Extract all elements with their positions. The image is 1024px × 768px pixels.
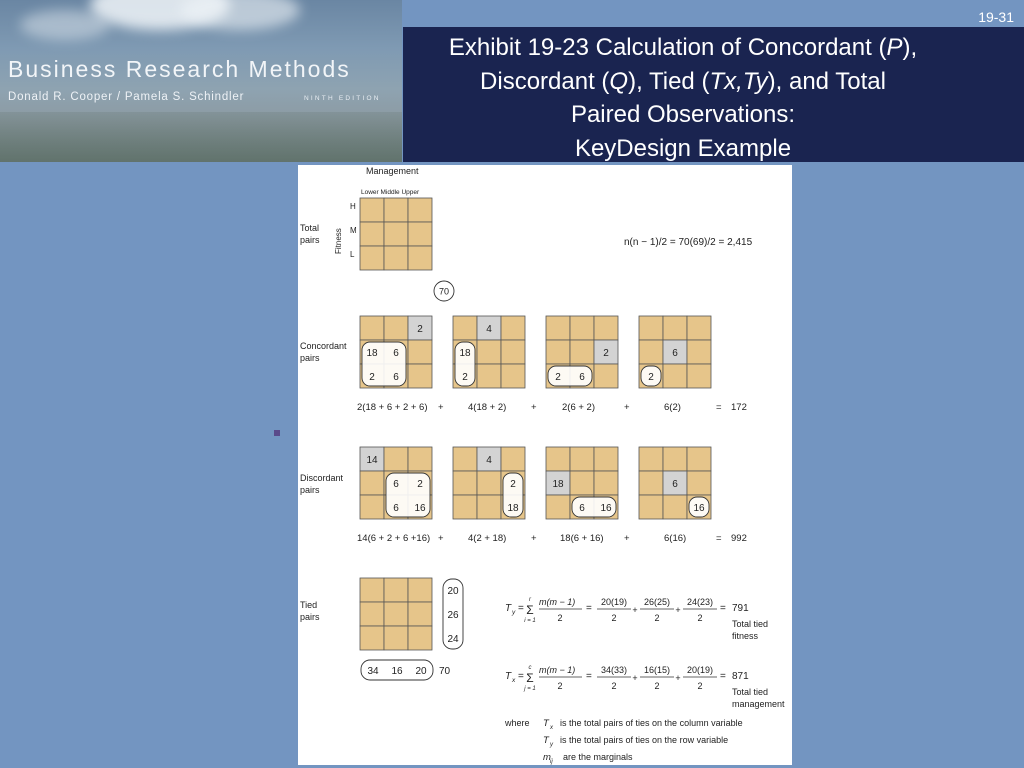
cell-value: 18 (366, 348, 378, 359)
column-labels: Lower Middle Upper (361, 189, 420, 196)
slide-number: 19-31 (978, 9, 1014, 25)
table-cell (384, 222, 408, 246)
tx-formula-term-numerator: 16(15) (643, 665, 671, 675)
ty-formula-sum-bottom: i = 1 (524, 618, 536, 624)
table-cell (453, 495, 477, 519)
tx-formula-term-numerator: 34(33) (600, 665, 628, 675)
row-marginal: 24 (447, 634, 459, 645)
table-cell (501, 364, 525, 388)
tied-label: Tied (300, 600, 318, 610)
ty-formula-lhs: T (505, 603, 512, 614)
where-symbol-sub: y (550, 742, 553, 748)
table-cell (453, 447, 477, 471)
table-cell (408, 222, 432, 246)
ty-formula-term-denominator: 2 (697, 613, 703, 623)
table-cell (384, 246, 408, 270)
cell-value: 2 (510, 479, 516, 490)
table-cell (687, 340, 711, 364)
where-symbol-sub: x (550, 725, 553, 731)
row-label: H (350, 202, 356, 211)
sum-symbol: Σ (526, 671, 534, 685)
operator: + (438, 402, 444, 413)
table-cell (546, 447, 570, 471)
table-cell (360, 222, 384, 246)
ty-formula-sum-top: r (529, 597, 531, 603)
equals-sign: = (720, 671, 726, 682)
cell-value: 2 (603, 348, 609, 359)
table-cell (408, 447, 432, 471)
table-cell (594, 364, 618, 388)
table-cell (408, 626, 432, 650)
cell-value: 6 (393, 372, 399, 383)
title-symbol-p: P (886, 34, 903, 61)
table-cell (687, 316, 711, 340)
tx-formula-description: Total tied (732, 687, 769, 697)
equals-sign: = (586, 671, 592, 682)
title-line-3: Paired Observations: (570, 101, 796, 128)
table-cell (687, 364, 711, 388)
operator: + (624, 402, 630, 413)
tx-formula-result: 871 (732, 671, 749, 682)
tx-formula-numerator: m(m − 1) (539, 665, 576, 675)
exhibit-figure (298, 165, 792, 765)
operator: + (632, 673, 638, 683)
table-cell (546, 316, 570, 340)
cell-value: 4 (486, 324, 492, 335)
table-cell (384, 316, 408, 340)
operator: = (716, 402, 722, 413)
total-pairs-formula: n(n − 1)/2 = 70(69)/2 = 2,415 (624, 237, 753, 248)
cell-value: 2 (369, 372, 375, 383)
tied-total: 70 (439, 666, 451, 677)
table-cell (408, 340, 432, 364)
cell-value: 2 (462, 372, 468, 383)
cell-value: 16 (693, 503, 705, 514)
cell-value: 18 (507, 503, 519, 514)
title-text-part: ), and Total (767, 67, 886, 95)
ty-formula-description: Total tied (732, 619, 769, 629)
discordant-term: 14(6 + 2 + 6 +16) (357, 533, 431, 544)
fitness-label: Fitness (334, 228, 343, 254)
operator: + (632, 605, 638, 615)
title-line-2 (403, 65, 963, 99)
book-edition: NINTH EDITION (304, 95, 381, 102)
total-pairs-label: pairs (300, 235, 320, 245)
table-cell (594, 316, 618, 340)
book-authors: Donald R. Cooper / Pamela S. Schindler (8, 91, 245, 103)
ty-formula-result: 791 (732, 603, 749, 614)
ty-formula-term-numerator: 20(19) (600, 597, 628, 607)
discordant-label: pairs (300, 485, 320, 495)
cell-value: 6 (393, 479, 399, 490)
concordant-term: 6(2) (664, 402, 681, 413)
where-definition: is the total pairs of ties on the row variable (560, 735, 729, 745)
book-title: Business Research Methods (8, 56, 351, 82)
where-symbol: m (543, 752, 551, 763)
table-cell (477, 364, 501, 388)
table-cell (570, 447, 594, 471)
table-cell (594, 471, 618, 495)
col-marginal: 20 (415, 666, 427, 677)
sum-symbol: Σ (526, 603, 534, 617)
table-cell (546, 340, 570, 364)
concordant-label: pairs (300, 353, 320, 363)
cell-value: 2 (417, 479, 423, 490)
where-symbol: T (543, 735, 549, 746)
operator: + (531, 533, 537, 544)
tx-formula-term-denominator: 2 (654, 681, 660, 691)
cell-value: 14 (366, 455, 378, 466)
table-cell (360, 602, 384, 626)
table-cell (570, 316, 594, 340)
ty-formula-lhs-sub: y (512, 609, 516, 616)
table-cell (663, 364, 687, 388)
where-label: where (505, 718, 530, 728)
management-label: Management (366, 166, 419, 176)
where-symbol-sub: ij (550, 759, 553, 765)
table-cell (408, 578, 432, 602)
cell-value: 4 (486, 455, 492, 466)
equals-sign: = (720, 603, 726, 614)
concordant-label: Concordant (300, 341, 347, 351)
table-cell (639, 316, 663, 340)
table-cell (453, 316, 477, 340)
title-text-part: ), (902, 34, 918, 61)
table-cell (501, 316, 525, 340)
discordant-term: 6(16) (664, 533, 687, 544)
cell-value: 6 (393, 503, 399, 514)
cell-value: 6 (579, 372, 585, 383)
ty-formula-denominator: 2 (557, 613, 563, 623)
tx-formula-description: management (732, 699, 785, 709)
table-cell (639, 447, 663, 471)
cell-value: 16 (414, 503, 426, 514)
ty-formula-term-denominator: 2 (654, 613, 660, 623)
discordant-label: Discordant (300, 473, 344, 483)
table-cell (594, 447, 618, 471)
cell-value: 2 (417, 324, 423, 335)
table-cell (360, 495, 384, 519)
ty-formula-term-numerator: 24(23) (686, 597, 714, 607)
title-text-part: Discordant ( (480, 67, 610, 95)
cell-value: 18 (552, 479, 564, 490)
tied-label: pairs (300, 612, 320, 622)
where-symbol: T (543, 718, 549, 729)
concordant-term: 2(18 + 6 + 2 + 6) (357, 402, 428, 413)
ty-formula-term-numerator: 26(25) (643, 597, 671, 607)
table-cell (360, 246, 384, 270)
cell-value: 2 (555, 372, 561, 383)
table-cell (663, 495, 687, 519)
concordant-term: 2(6 + 2) (562, 402, 596, 413)
discordant-total: 992 (731, 533, 747, 544)
title-symbol-q: Q (609, 67, 629, 95)
concordant-term: 4(18 + 2) (468, 402, 507, 413)
ty-formula-description: fitness (732, 631, 759, 641)
ty-formula-term-denominator: 2 (611, 613, 617, 623)
tx-formula-sum-bottom: j = 1 (524, 686, 536, 692)
cell-value: 6 (672, 479, 678, 490)
table-cell (384, 198, 408, 222)
row-marginal: 20 (447, 586, 459, 597)
col-marginal: 16 (391, 666, 403, 677)
cell-value: 18 (459, 348, 471, 359)
tx-formula-sum-top: c (528, 665, 532, 671)
landscape-shape (0, 112, 402, 162)
title-text-part: Exhibit 19-23 Calculation of Concordant ( (448, 34, 887, 61)
table-cell (408, 246, 432, 270)
table-cell (408, 364, 432, 388)
table-cell (477, 471, 501, 495)
table-cell (639, 471, 663, 495)
cell-value: 2 (648, 372, 654, 383)
row-label: L (350, 250, 355, 259)
cell-value: 6 (672, 348, 678, 359)
cloud-shape (20, 10, 110, 40)
tx-formula-term-denominator: 2 (697, 681, 703, 691)
table-cell (570, 471, 594, 495)
equals-sign: = (586, 603, 592, 614)
table-cell (384, 626, 408, 650)
table-cell (384, 602, 408, 626)
table-cell (384, 578, 408, 602)
discordant-term: 18(6 + 16) (560, 533, 604, 544)
table-cell (501, 340, 525, 364)
table-cell (687, 471, 711, 495)
cell-value: 16 (600, 503, 612, 514)
tx-formula-term-denominator: 2 (611, 681, 617, 691)
table-cell (360, 471, 384, 495)
title-line-1 (403, 31, 963, 65)
table-cell (687, 447, 711, 471)
table-cell (360, 316, 384, 340)
total-pairs-label: Total (300, 223, 320, 233)
slide-title (403, 31, 963, 165)
table-cell (570, 340, 594, 364)
cell-value: 6 (393, 348, 399, 359)
row-label: M (350, 226, 357, 235)
bullet-marker (274, 430, 280, 436)
table-cell (453, 471, 477, 495)
tx-formula-lhs-sub: x (512, 677, 516, 684)
concordant-total: 172 (731, 402, 747, 413)
col-marginal: 34 (367, 666, 379, 677)
exhibit-drawing (298, 165, 792, 765)
table-cell (546, 495, 570, 519)
table-cell (408, 198, 432, 222)
table-cell (360, 626, 384, 650)
title-text-part: ), Tied ( (628, 67, 710, 95)
operator: + (624, 533, 630, 544)
operator: + (675, 673, 681, 683)
discordant-term: 4(2 + 18) (468, 533, 507, 544)
table-cell (477, 495, 501, 519)
equals-sign: = (518, 603, 524, 614)
table-cell (360, 198, 384, 222)
operator: + (531, 402, 537, 413)
table-cell (360, 578, 384, 602)
table-cell (639, 495, 663, 519)
operator: + (438, 533, 444, 544)
total-n-value: 70 (438, 286, 450, 297)
operator: + (675, 605, 681, 615)
tx-formula-term-numerator: 20(19) (686, 665, 714, 675)
where-definition: is the total pairs of ties on the column variable (560, 718, 743, 728)
title-symbol-txty: Tx,Ty (709, 67, 768, 95)
table-cell (477, 340, 501, 364)
book-banner (0, 0, 402, 162)
ty-formula-numerator: m(m − 1) (539, 597, 576, 607)
where-definition: are the marginals (563, 752, 633, 762)
equals-sign: = (518, 671, 524, 682)
title-line-4: KeyDesign Example (574, 134, 792, 162)
tx-formula-denominator: 2 (557, 681, 563, 691)
table-cell (663, 316, 687, 340)
table-cell (639, 340, 663, 364)
tx-formula-lhs: T (505, 671, 512, 682)
table-cell (501, 447, 525, 471)
table-cell (408, 602, 432, 626)
row-marginal: 26 (447, 610, 459, 621)
table-cell (384, 447, 408, 471)
operator: = (716, 533, 722, 544)
table-cell (663, 447, 687, 471)
cell-value: 6 (579, 503, 585, 514)
